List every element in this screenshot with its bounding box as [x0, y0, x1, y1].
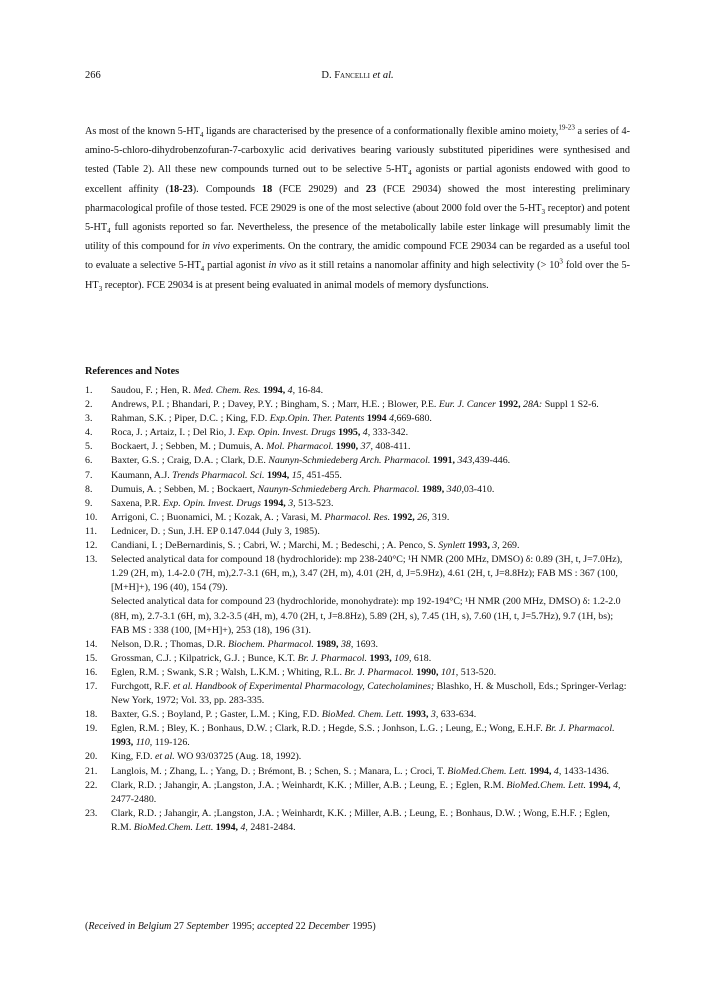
page-number: 266 — [85, 70, 101, 81]
body-paragraph: As most of the known $5-HT_4$ ligands are characterised by the presence of a conformationally flexible amino moiety,$^{19-23}$ a series of 4-amino-5-chloro-dihydrobenzofuran-7-carboxylic acid derivatives bearing variously substituted piperidines were synthesised and tested (Table 2). All these new compounds turned out to be selective $5-HT_4$ agonists or partial agonists endowed with good to excellent affinity (18-23). Compounds 18 (FCE 29029) and 23 (FCE 29034) showed the most interesting preliminary pharmacological profile of those tested. FCE 29029 is one of the most selective (about 2000 fold over the $5-HT_3$ receptor) and potent $5-HT_4$ full agonists reported so far. Nevertheless, the presence of the metabolically labile ester linkage will presumably limit the utility of this compound for in vivo experiments. On the contrary, the amidic compound FCE 29034 can be regarded as a useful tool to evaluate a selective $5-HT_4$ partial agonist in vivo as it still retains a nanomolar affinity and high selectivity (> $10^3$ fold over the $5-HT_3$ receptor). FCE 29034 is at present being evaluated in animal models of memory dysfunctions. — [85, 123, 630, 293]
reference-item: 14. Nelson, D.R. ; Thomas, D.R. Biochem. Pharmacol. 1989, 38, 1693. — [85, 638, 378, 650]
reference-item: 22. Clark, R.D. ; Jahangir, A. ;Langston, J.A. ; Weinhardt, K.K. ; Miller, A.B. ; Leung, E. ; Eglen, R.M. BioMed.Chem. Lett. 1994, 4, 2477-2480. — [85, 779, 621, 805]
reference-item: 12. Candiani, I. ; DeBernardinis, S. ; Cabri, W. ; Marchi, M. ; Bedeschi, ; A. Penco, S. Synlett 1993, 3, 269. — [85, 540, 520, 552]
reference-item: 15. Grossman, C.J. ; Kilpatrick, G.J. ; Bunce, K.T. Br. J. Pharmacol. 1993, 109, 618. — [85, 652, 432, 664]
reference-item: 3. Rahman, S.K. ; Piper, D.C. ; King, F.D. Exp.Opin. Ther. Patents 1994 4,669-680. — [85, 413, 432, 425]
reference-item: 21. Langlois, M. ; Zhang, L. ; Yang, D. ; Brémont, B. ; Schen, S. ; Manara, L. ; Croci, T. BioMed.Chem. Lett. 1994, 4, 1433-1436. — [85, 765, 610, 777]
reference-item: 8. Dumuis, A. ; Sebben, M. ; Bockaert, Naunyn-Schmiedeberg Arch. Pharmacol. 1989, 340,03-410. — [85, 483, 495, 495]
reference-item: 6. Baxter, G.S. ; Craig, D.A. ; Clark, D.E. Naunyn-Schmiedeberg Arch. Pharmacol. 1991, 343,439-446. — [85, 455, 511, 467]
running-head-author: D. Fancelli — [321, 70, 370, 81]
reference-item: 7. Kaumann, A.J. Trends Pharmacol. Sci. 1994, 15, 451-455. — [85, 469, 342, 481]
reference-item: 16. Eglen, R.M. ; Swank, S.R ; Walsh, L.K.M. ; Whiting, R.L. Br. J. Pharmacol. 1990, 101, 513-520. — [85, 666, 497, 678]
reference-item: 17. Furchgott, R.F. et al. Handbook of Experimental Pharmacology, Catecholamines; Blashko, H. & Muscholl, Eds.; Springer-Verlag: New York, 1972; Vol. 33, pp. 283-335. — [85, 680, 627, 707]
running-head — [85, 70, 630, 81]
reference-item: 4. Roca, J. ; Artaiz, I. ; Del Rio, J. Exp. Opin. Invest. Drugs 1995, 4, 333-342. — [85, 427, 409, 439]
reference-item: 13. Selected analytical data for compound 18 (hydrochloride): mp 238-240°C; ¹H NMR (200 MHz, DMSO) δ: 0.89 (3H, t, J=7.0Hz), 1.29 (2H, m), 1.4-2.0 (7H, m),2.7-3.1 (6H, m,), 3.47 (2H, m), 4.01 (2H, d, J=5.9Hz), 4.61 (2H, t, J=8.8Hz); FAB MS : 367 (100, [M+H]+), 196 (40), 154 (79). Selected analytical data for compound 23 (hydrochloride, monohydrate): mp 192-194°C; ¹H NMR (200 MHz, DMSO) δ: 1.2-2.0 (8H, m), 2.7-3.1 (6H, m), 3.2-3.5 (4H, m), 4.70 (2H, t, J=8.8Hz), 5.89 (2H, s), 7.45 (1H, s), 7.60 (1H, t, J=5.7Hz), 9.7 (1H, bs); FAB MS : 338 (100, [M+H]+), 253 (18), 196 (31). — [85, 554, 623, 636]
page-header — [85, 70, 630, 86]
reference-item: 2. Andrews, P.I. ; Bhandari, P. ; Davey, P.Y. ; Bingham, S. ; Marr, H.E. ; Blower, P.E. Eur. J. Cancer 1992, 28A: Suppl 1 S2-6. — [85, 399, 599, 411]
reference-item: 18. Baxter, G.S. ; Boyland, P. ; Gaster, L.M. ; King, F.D. BioMed. Chem. Lett. 1993, 3, 633-634. — [85, 709, 477, 721]
reference-item: 20. King, F.D. et al. WO 93/03725 (Aug. 18, 1992). — [85, 751, 302, 763]
reference-item: 9. Saxena, P.R. Exp. Opin. Invest. Drugs 1994, 3, 513-523. — [85, 497, 334, 509]
reference-item: 1. Saudou, F. ; Hen, R. Med. Chem. Res. 1994, 4, 16-84. — [85, 385, 324, 396]
citation-marker: 19-23 — [558, 123, 575, 132]
running-head-etal: et al. — [372, 70, 394, 81]
reference-item: 23. Clark, R.D. ; Jahangir, A. ;Langston, J.A. ; Weinhardt, K.K. ; Miller, A.B. ; Leung, E. ; Bonhaus, D.W. ; Wong, E.H.F. ; Eglen, R.M. BioMed.Chem. Lett. 1994, 4, 2481-2484. — [85, 807, 610, 833]
references-heading: References and Notes — [85, 366, 180, 377]
references-list — [85, 384, 630, 835]
reference-item: 5. Bockaert, J. ; Sebben, M. ; Dumuis, A. Mol. Pharmacol. 1990, 37, 408-411. — [85, 441, 411, 453]
reference-item: 10. Arrigoni, C. ; Buonamici, M. ; Kozak, A. ; Varasi, M. Pharmacol. Res. 1992, 26, 319. — [85, 511, 450, 523]
reference-item: 19. Eglen, R.M. ; Bley, K. ; Bonhaus, D.W. ; Clark, R.D. ; Hegde, S.S. ; Jonhson, L.G. ; Leung, E.; Wong, E.H.F. Br. J. Pharmacol. 1993, 110, 119-126. — [85, 723, 615, 749]
received-line: (Received in Belgium 27 September 1995; accepted 22 December 1995) — [85, 921, 376, 932]
reference-item: 11. Lednicer, D. ; Sun, J.H. EP 0.147.044 (July 3, 1985). — [85, 525, 320, 537]
